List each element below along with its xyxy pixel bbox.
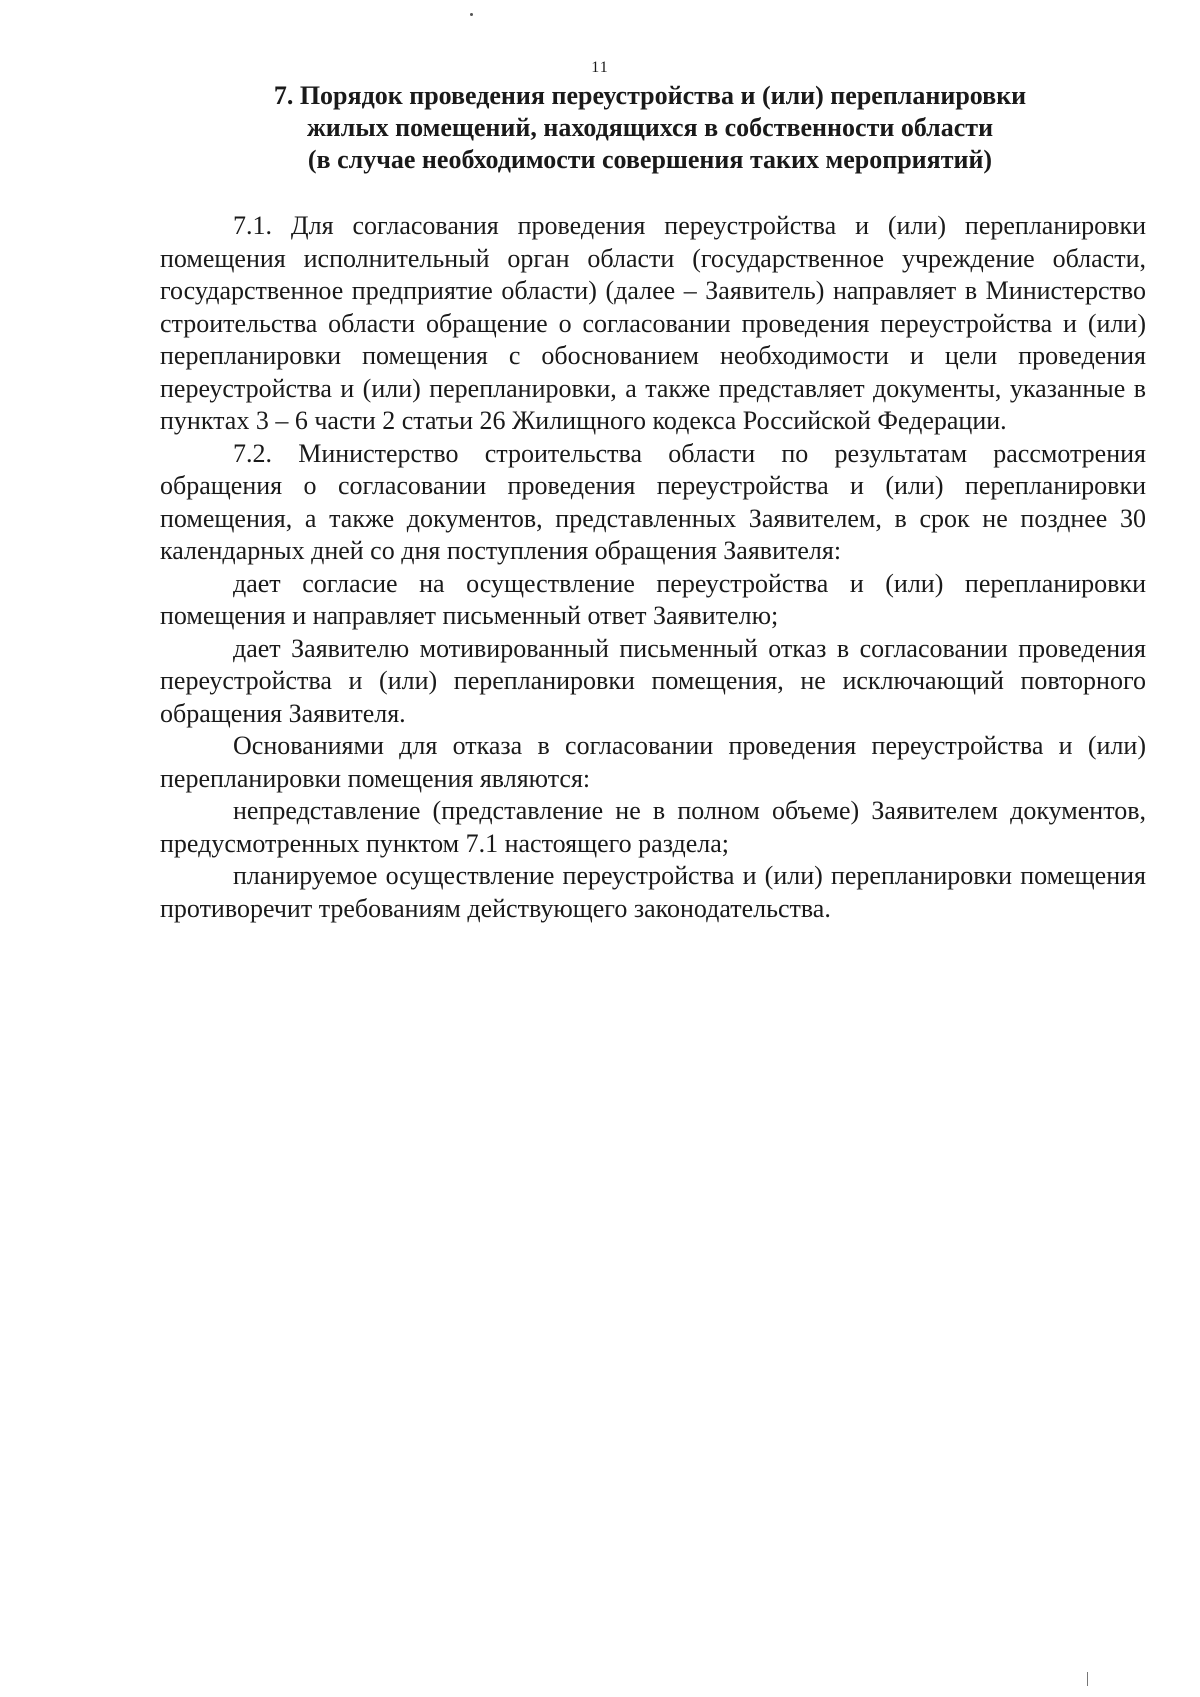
scan-artifact-mark xyxy=(1087,1672,1088,1686)
section-title xyxy=(160,80,1140,176)
section-title-line: (в случае необходимости совершения таких мероприятий) xyxy=(307,145,993,174)
paragraph-7-1: 7.1. Для согласования проведения переустройства и (или) перепланировки помещения исполнительный орган области (государственное учреждение области, государственное предприятие области) (далее – Заявитель) направляет в Министерство строительства области обращение о согласовании проведения переустройства и (или) перепланировки помещения с обоснованием необходимости и цели проведения переустройства и (или) перепланировки, а также представляет документы, указанные в пунктах 3 – 6 части 2 статьи 26 Жилищного кодекса Российской Федерации. xyxy=(160,211,1146,435)
paragraph-consent: дает согласие на осуществление переустройства и (или) перепланировки помещения и направляет письменный ответ Заявителю; xyxy=(160,568,1146,630)
paragraph-refusal-grounds: Основаниями для отказа в согласовании проведения переустройства и (или) перепланировки помещения являются: xyxy=(160,731,1146,793)
paragraph-ground-documents: непредставление (представление не в полном объеме) Заявителем документов, предусмотренных пунктом 7.1 настоящего раздела; xyxy=(160,796,1146,858)
section-body xyxy=(160,210,1146,925)
section-title-line: 7. Порядок проведения переустройства и (или) перепланировки xyxy=(273,81,1027,110)
scan-artifact-dot xyxy=(470,13,473,16)
paragraph-ground-law: планируемое осуществление переустройства и (или) перепланировки помещения противоречит требованиям действующего законодательства. xyxy=(160,861,1146,923)
page-number: 11 xyxy=(591,59,609,76)
paragraph-refusal: дает Заявителю мотивированный письменный отказ в согласовании проведения переустройства и (или) перепланировки помещения, не исключающий повторного обращения Заявителя. xyxy=(160,633,1146,728)
section-title-line: жилых помещений, находящихся в собственности области xyxy=(306,113,994,142)
paragraph-7-2: 7.2. Министерство строительства области по результатам рассмотрения обращения о согласовании проведения переустройства и (или) перепланировки помещения, а также документов, представленных Заявителем, в срок не позднее 30 календарных дней со дня поступления обращения Заявителя: xyxy=(160,438,1146,565)
